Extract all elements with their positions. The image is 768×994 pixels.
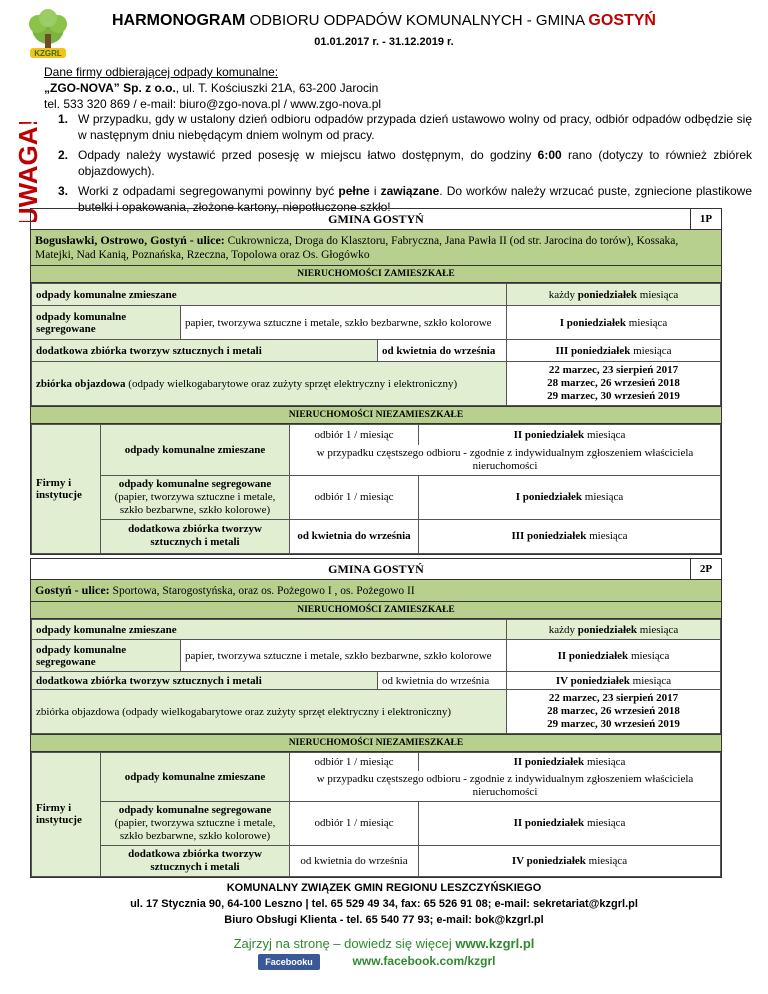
- section-title: GMINA GOSTYŃ: [328, 212, 424, 226]
- site-link[interactable]: www.kzgrl.pl: [455, 936, 535, 951]
- table-row: dodatkowa zbiórka tworzyw sztucznych i metali od kwietnia do września IV poniedziałek miesiąca: [32, 672, 721, 690]
- footer: [0, 880, 768, 928]
- page-subtitle: 01.01.2017 r. - 31.12.2019 r.: [314, 36, 454, 48]
- page-title: [0, 12, 768, 30]
- promo-line: Zajrzyj na stronę – dowiedz się więcej www.kzgrl.pl: [233, 936, 535, 951]
- section-code: 1P: [690, 209, 721, 229]
- svg-text:UWAGA!: UWAGA!: [12, 122, 43, 222]
- residential-table: [31, 283, 721, 406]
- table-row: odpady komunalne segregowane (papier, tworzywa sztuczne i metale, szkło bezbarwne, szkło kolorowe) odbiór 1 / miesiąc II poniedziałek miesiąca: [32, 801, 721, 845]
- company-address: „ZGO-NOVA” Sp. z o.o., ul. T. Kościuszki 21A, 63-200 Jarocin: [44, 81, 379, 95]
- company-heading: Dane firmy odbierającej odpady komunalne:: [44, 65, 279, 79]
- band-nonresidential: NIERUCHOMOŚCI NIEZAMIESZKAŁE: [31, 734, 721, 752]
- residential-table: [31, 619, 721, 734]
- company-contact: tel. 533 320 869 / e-mail: biuro@zgo-nova.pl / www.zgo-nova.pl: [44, 97, 382, 111]
- band-residential: NIERUCHOMOŚCI ZAMIESZKAŁE: [31, 266, 721, 283]
- table-row: dodatkowa zbiórka tworzyw sztucznych i metali od kwietnia do września IV poniedziałek miesiąca: [32, 845, 721, 876]
- note-item: 3. Worki z odpadami segregowanymi powinny być pełne i zawiązane. Do worków należy wrzucać puste, zgniecione plastikowe butelki i opakowania, złożone kartony, niepotłuczone szkło!: [58, 184, 752, 214]
- table-row: zbiórka objazdowa (odpady wielkogabarytowe oraz zużyty sprzęt elektryczny i elektroniczny) 22 marzec, 23 sierpień 2017 28 marzec, 26 wrzesień 2018 29 marzec, 30 wrzesień 2019: [32, 362, 721, 406]
- table-row: Firmy i instytucje odpady komunalne zmieszane odbiór 1 / miesiąc II poniedziałek miesiąca: [32, 425, 721, 445]
- title-part2: ODBIORU ODPADÓW KOMUNALNYCH - GMINA: [249, 12, 585, 29]
- footer-address: ul. 17 Stycznia 90, 64-100 Leszno | tel. 65 529 49 34, fax: 65 526 91 08; e-mail: sekretariat@kzgrl.pl: [130, 898, 638, 910]
- table-row: odpady komunalne segregowane (papier, tworzywa sztuczne i metale, szkło bezbarwne, szkło kolorowe) odbiór 1 / miesiąc I poniedziałek miesiąca: [32, 475, 721, 519]
- table-row: w przypadku częstszego odbioru - zgodnie z indywidualnym zgłoszeniem właściciela nieruchomości: [32, 771, 721, 802]
- company-info: [44, 64, 744, 112]
- table-row: dodatkowa zbiórka tworzyw sztucznych i metali od kwietnia do września III poniedziałek miesiąca: [32, 519, 721, 553]
- title-part1: HARMONOGRAM: [112, 12, 246, 29]
- section-header: [31, 559, 721, 580]
- footer-bok: Biuro Obsługi Klienta - tel. 65 540 77 93; e-mail: bok@kzgrl.pl: [224, 914, 544, 926]
- note-item: 2. Odpady należy wystawić przed posesję w miejscu łatwo dostępnym, do godziny 6:00 rano (dotyczy to również zbiórek objazdowych).: [58, 148, 753, 178]
- uwaga-warning: [8, 122, 52, 222]
- title-part3: GOSTYŃ: [588, 12, 656, 29]
- note-item: 1. W przypadku, gdy w ustalony dzień odbioru odpadów przypada dzień ustawowo wolny od pracy, odbiór odpadów odbędzie się w następnym dniu niebędącym dniem wolnym od pracy.: [58, 112, 752, 142]
- table-row: odpady komunalne segregowane papier, tworzywa sztuczne i metale, szkło bezbarwne, szkło kolorowe I poniedziałek miesiąca: [32, 306, 721, 340]
- schedule-section-2p: [30, 558, 722, 878]
- table-row: dodatkowa zbiórka tworzyw sztucznych i metali od kwietnia do września III poniedziałek miesiąca: [32, 340, 721, 362]
- notes-list: [52, 111, 752, 219]
- svg-text:KZGRL: KZGRL: [34, 49, 62, 58]
- facebook-link[interactable]: www.facebook.com/kzgrl: [352, 954, 496, 968]
- section-title: GMINA GOSTYŃ: [328, 562, 424, 576]
- schedule-section-1p: [30, 208, 722, 555]
- nonresidential-table: [31, 752, 721, 877]
- nonresidential-table: [31, 424, 721, 554]
- table-row: w przypadku częstszego odbioru - zgodnie z indywidualnym zgłoszeniem właściciela nieruchomości: [32, 445, 721, 476]
- section-header: [31, 209, 721, 230]
- facebook-badge-icon[interactable]: Facebooku: [258, 954, 320, 970]
- table-row: zbiórka objazdowa (odpady wielkogabarytowe oraz zużyty sprzęt elektryczny i elektroniczny) 22 marzec, 23 sierpień 2017 28 marzec, 26 wrzesień 2018 29 marzec, 30 wrzesień 2019: [32, 690, 721, 734]
- company-name: „ZGO-NOVA” Sp. z o.o.: [44, 81, 176, 95]
- streets-list: Bogusławki, Ostrowo, Gostyń - ulice: Cukrownicza, Droga do Klasztoru, Fabryczna, Jana Pawła II (od str. Jarocina do torów), Kossaka, Matejki, Nad Kanią, Poznańska, Rzeczna, Topolowa oraz Os. Głogówko: [31, 230, 721, 266]
- table-row: odpady komunalne segregowane papier, tworzywa sztuczne i metale, szkło bezbarwne, szkło kolorowe II poniedziałek miesiąca: [32, 640, 721, 672]
- footer-org: KOMUNALNY ZWIĄZEK GMIN REGIONU LESZCZYŃSKIEGO: [226, 882, 542, 894]
- streets-list: Gostyń - ulice: Sportowa, Starogostyńska, oraz os. Pożegowo I , os. Pożegowo II: [31, 580, 721, 602]
- section-code: 2P: [690, 559, 721, 579]
- table-row: Firmy i instytucje odpady komunalne zmieszane odbiór 1 / miesiąc II poniedziałek miesiąca: [32, 753, 721, 771]
- table-row: odpady komunalne zmieszane każdy poniedziałek miesiąca: [32, 620, 721, 640]
- band-nonresidential: NIERUCHOMOŚCI NIEZAMIESZKAŁE: [31, 406, 721, 424]
- table-row: odpady komunalne zmieszane każdy poniedziałek miesiąca: [32, 284, 721, 306]
- band-residential: NIERUCHOMOŚCI ZAMIESZKAŁE: [31, 602, 721, 619]
